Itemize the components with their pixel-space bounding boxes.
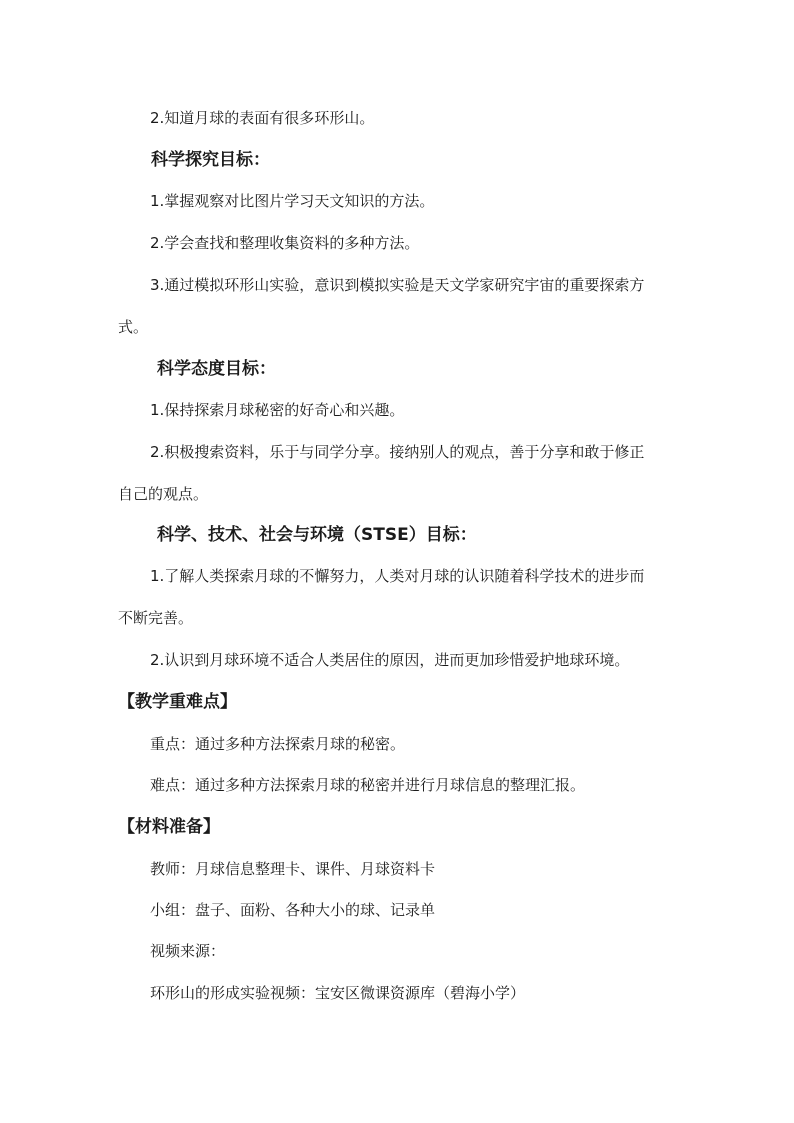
materials-heading: 【材料准备】 — [118, 817, 220, 837]
knowledge-item-2: 2.知道月球的表面有很多环形山。 — [150, 109, 375, 127]
key-points-heading: 【教学重难点】 — [118, 692, 237, 712]
attitude-item-2-line-2: 自己的观点。 — [118, 485, 209, 503]
inquiry-item-3-line-2: 式。 — [118, 318, 149, 336]
attitude-heading: 科学态度目标： — [157, 359, 276, 379]
attitude-item-1: 1.保持探索月球秘密的好奇心和兴趣。 — [150, 401, 405, 419]
stse-item-1-line-1: 1.了解人类探索月球的不懈努力，人类对月球的认识随着科学技术的进步而 — [150, 567, 645, 585]
stse-item-2: 2.认识到月球环境不适合人类居住的原因，进而更加珍惜爱护地球环境。 — [150, 651, 630, 669]
materials-group: 小组：盘子、面粉、各种大小的球、记录单 — [150, 901, 436, 919]
stse-item-1-line-2: 不断完善。 — [118, 609, 194, 627]
materials-teacher: 教师：月球信息整理卡、课件、月球资料卡 — [150, 860, 436, 878]
stse-heading: 科学、技术、社会与环境（STSE）目标： — [157, 525, 477, 545]
inquiry-item-3-line-1: 3.通过模拟环形山实验，意识到模拟实验是天文学家研究宇宙的重要探索方 — [150, 276, 645, 294]
materials-video-source: 环形山的形成实验视频：宝安区微课资源库（碧海小学） — [150, 984, 526, 1002]
materials-video-label: 视频来源： — [150, 942, 226, 960]
key-point-difficulty: 难点：通过多种方法探索月球的秘密并进行月球信息的整理汇报。 — [150, 776, 586, 794]
inquiry-item-1: 1.掌握观察对比图片学习天文知识的方法。 — [150, 192, 435, 210]
key-point-focus: 重点：通过多种方法探索月球的秘密。 — [150, 735, 406, 753]
inquiry-heading: 科学探究目标： — [151, 150, 270, 170]
attitude-item-2-line-1: 2.积极搜索资料，乐于与同学分享。接纳别人的观点，善于分享和敢于修正 — [150, 443, 645, 461]
inquiry-item-2: 2.学会查找和整理收集资料的多种方法。 — [150, 234, 420, 252]
